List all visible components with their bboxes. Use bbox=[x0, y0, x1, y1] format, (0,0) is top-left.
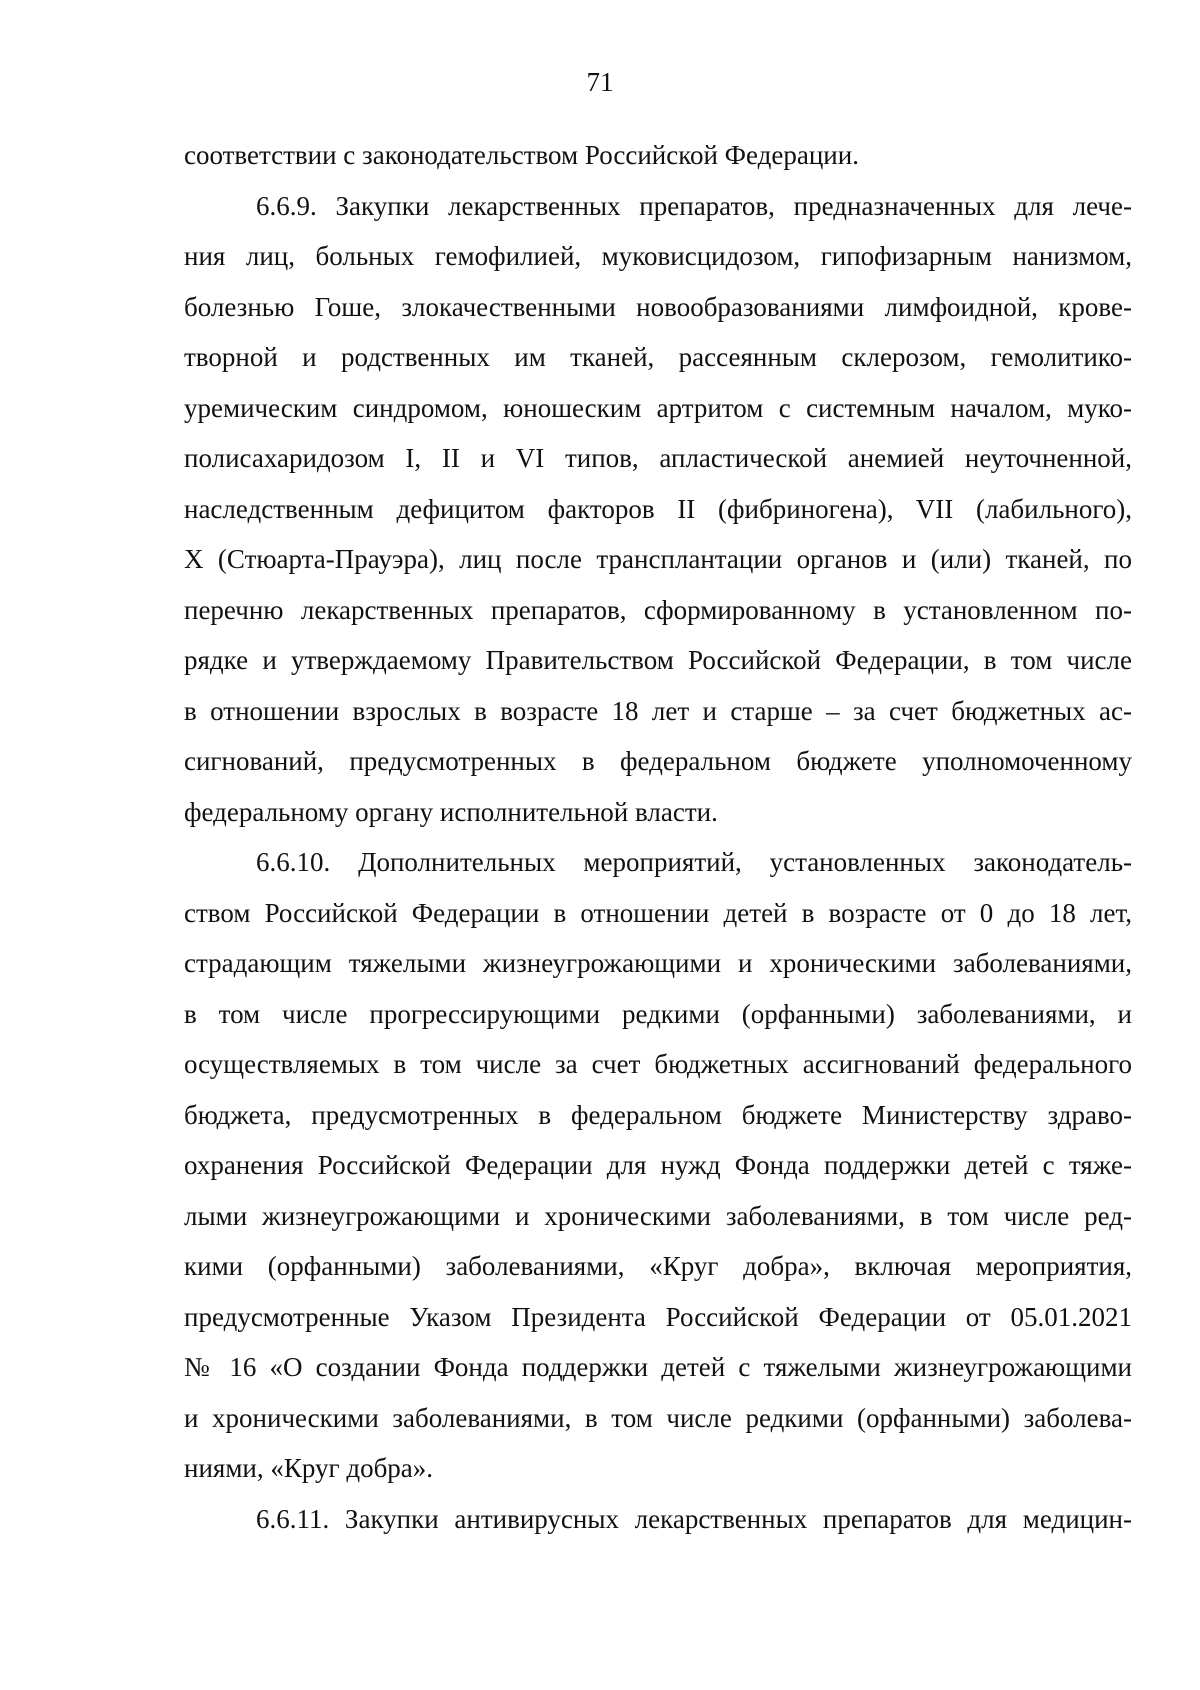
text-line: осуществляемых в том числе за счет бюджетных ассигнований федерального bbox=[184, 1049, 1132, 1079]
text-line: соответствии с законодательством Российской Федерации. bbox=[184, 140, 859, 170]
text-line: уремическим синдромом, юношеским артритом с системным началом, муко- bbox=[184, 392, 1132, 423]
text-line: предусмотренные Указом Президента Российской Федерации от 05.01.2021 bbox=[184, 1301, 1132, 1332]
text-line: федеральному органу исполнительной власти. bbox=[184, 796, 718, 827]
text-line: болезнью Гоше, злокачественными новообразованиями лимфоидной, крове- bbox=[184, 291, 1132, 322]
text-line: перечню лекарственных препаратов, сформированному в установленном по- bbox=[184, 594, 1132, 625]
text-line: наследственным дефицитом факторов II (фибриногена), VII (лабильного), bbox=[184, 493, 1132, 524]
text-line: в отношении взрослых в возрасте 18 лет и старше – за счет бюджетных ас- bbox=[184, 695, 1132, 726]
text-line: в том числе прогрессирующими редкими (орфанными) заболеваниями, и bbox=[184, 998, 1132, 1029]
text-line: ниями, «Круг добра». bbox=[184, 1453, 434, 1483]
body-text bbox=[184, 130, 1132, 1544]
text-line: кими (орфанными) заболеваниями, «Круг добра», включая мероприятия, bbox=[184, 1251, 1132, 1281]
text-line: творной и родственных им тканей, рассеянным склерозом, гемолитико- bbox=[184, 342, 1132, 372]
text-line: лыми жизнеугрожающими и хроническими заболеваниями, в том числе ред- bbox=[184, 1200, 1132, 1231]
text-line: ния лиц, больных гемофилией, муковисцидозом, гипофизарным нанизмом, bbox=[184, 241, 1132, 271]
text-line: полисахаридозом I, II и VI типов, апластической анемией неуточненной, bbox=[184, 443, 1132, 473]
paragraph-6-6-9-start: 6.6.9. Закупки лекарственных препаратов, предназначенных для лече- bbox=[256, 190, 1132, 221]
text-line: сигнований, предусмотренных в федеральном бюджете уполномоченному bbox=[184, 746, 1132, 776]
text-line: рядке и утверждаемому Правительством Российской Федерации, в том числе bbox=[184, 645, 1132, 675]
paragraph-6-6-11-start: 6.6.11. Закупки антивирусных лекарственных препаратов для медицин- bbox=[256, 1503, 1132, 1534]
page-number: 71 bbox=[586, 67, 614, 97]
text-line: бюджета, предусмотренных в федеральном бюджете Министерству здраво- bbox=[184, 1099, 1132, 1130]
text-line: страдающим тяжелыми жизнеугрожающими и хроническими заболеваниями, bbox=[184, 948, 1132, 978]
paragraph-6-6-10-start: 6.6.10. Дополнительных мероприятий, установленных законодатель- bbox=[256, 847, 1132, 877]
text-line: X (Стюарта-Прауэра), лиц после трансплантации органов и (или) тканей, по bbox=[184, 544, 1132, 574]
text-line: № 16 «О создании Фонда поддержки детей с тяжелыми жизнеугрожающими bbox=[184, 1352, 1132, 1382]
text-line: и хроническими заболеваниями, в том числе редкими (орфанными) заболева- bbox=[184, 1402, 1132, 1433]
text-line: охранения Российской Федерации для нужд Фонда поддержки детей с тяже- bbox=[184, 1150, 1132, 1180]
text-line: ством Российской Федерации в отношении детей в возрасте от 0 до 18 лет, bbox=[184, 897, 1132, 928]
